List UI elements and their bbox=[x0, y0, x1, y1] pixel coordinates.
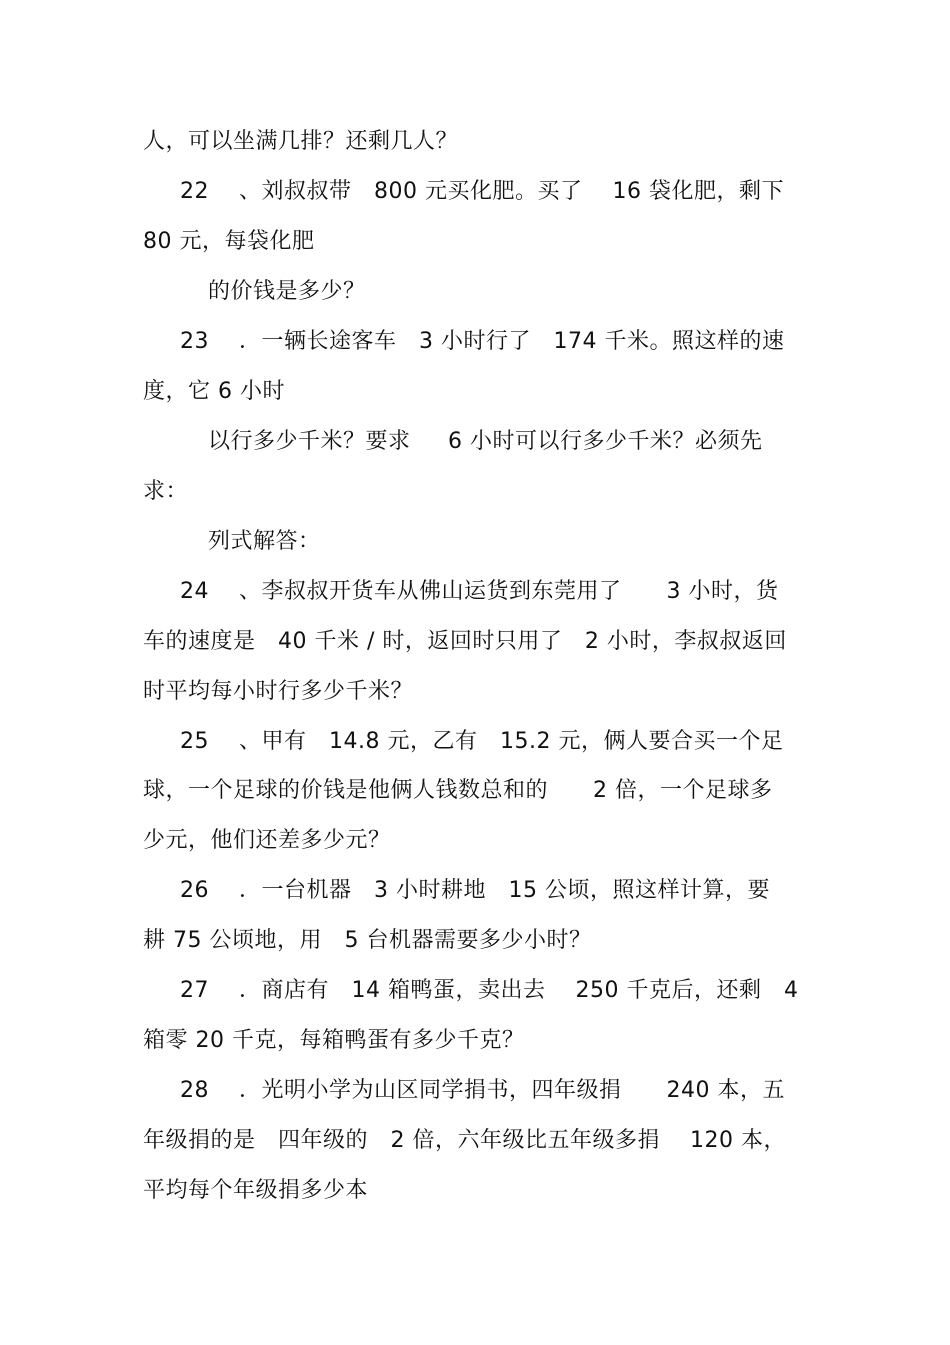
problem-25-line-3: 少元，他们还差多少元？ bbox=[143, 828, 391, 853]
problem-24-line-3: 时平均每小时行多少千米？ bbox=[143, 679, 414, 704]
problem-22-line-3: 的价钱是多少？ bbox=[208, 279, 366, 304]
problem-23-line-2: 度，它 6 小时 bbox=[143, 379, 285, 404]
problem-28-line-3: 平均每个年级捐多少本 bbox=[143, 1178, 369, 1203]
problem-24-line-1: 24 、李叔叔开货车从佛山运货到东莞用了 3 小时，货 bbox=[180, 579, 779, 604]
problem-25-line-2: 球，一个足球的价钱是他俩人钱数总和的 2 倍，一个足球多 bbox=[143, 778, 773, 803]
problem-28-line-1: 28 ．光明小学为山区同学捐书，四年级捐 240 本，五 bbox=[180, 1078, 785, 1103]
problem-22-line-1: 22 、刘叔叔带 800 元买化肥。买了 16 袋化肥，剩下 bbox=[180, 179, 784, 204]
problem-24-line-2: 车的速度是 40 千米 / 时，返回时只用了 2 小时，李叔叔返回 bbox=[143, 629, 787, 654]
problem-23-line-3: 以行多少千米？要求 6 小时可以行多少千米？必须先 bbox=[208, 429, 763, 454]
problem-26-line-2: 耕 75 公顷地，用 5 台机器需要多少小时？ bbox=[143, 928, 592, 953]
problem-28-line-2: 年级捐的是 四年级的 2 倍，六年级比五年级多捐 120 本， bbox=[143, 1128, 786, 1153]
problem-23-line-4: 求： bbox=[143, 479, 189, 504]
problem-22-line-2: 80 元，每袋化肥 bbox=[143, 229, 315, 254]
problem-27-line-2: 箱零 20 千克，每箱鸭蛋有多少千克？ bbox=[143, 1028, 525, 1053]
problem-23-line-1: 23 ．一辆长途客车 3 小时行了 174 千米。照这样的速 bbox=[180, 329, 785, 354]
problem-26-line-1: 26 ．一台机器 3 小时耕地 15 公顷，照这样计算，要 bbox=[180, 878, 770, 903]
text-line: 人，可以坐满几排？还剩几人？ bbox=[143, 129, 459, 154]
problem-25-line-1: 25 、甲有 14.8 元，乙有 15.2 元，俩人要合买一个足 bbox=[180, 729, 784, 754]
problem-27-line-1: 27 ．商店有 14 箱鸭蛋，卖出去 250 千克后，还剩 4 bbox=[180, 978, 799, 1003]
problem-23-line-5: 列式解答： bbox=[208, 529, 321, 554]
